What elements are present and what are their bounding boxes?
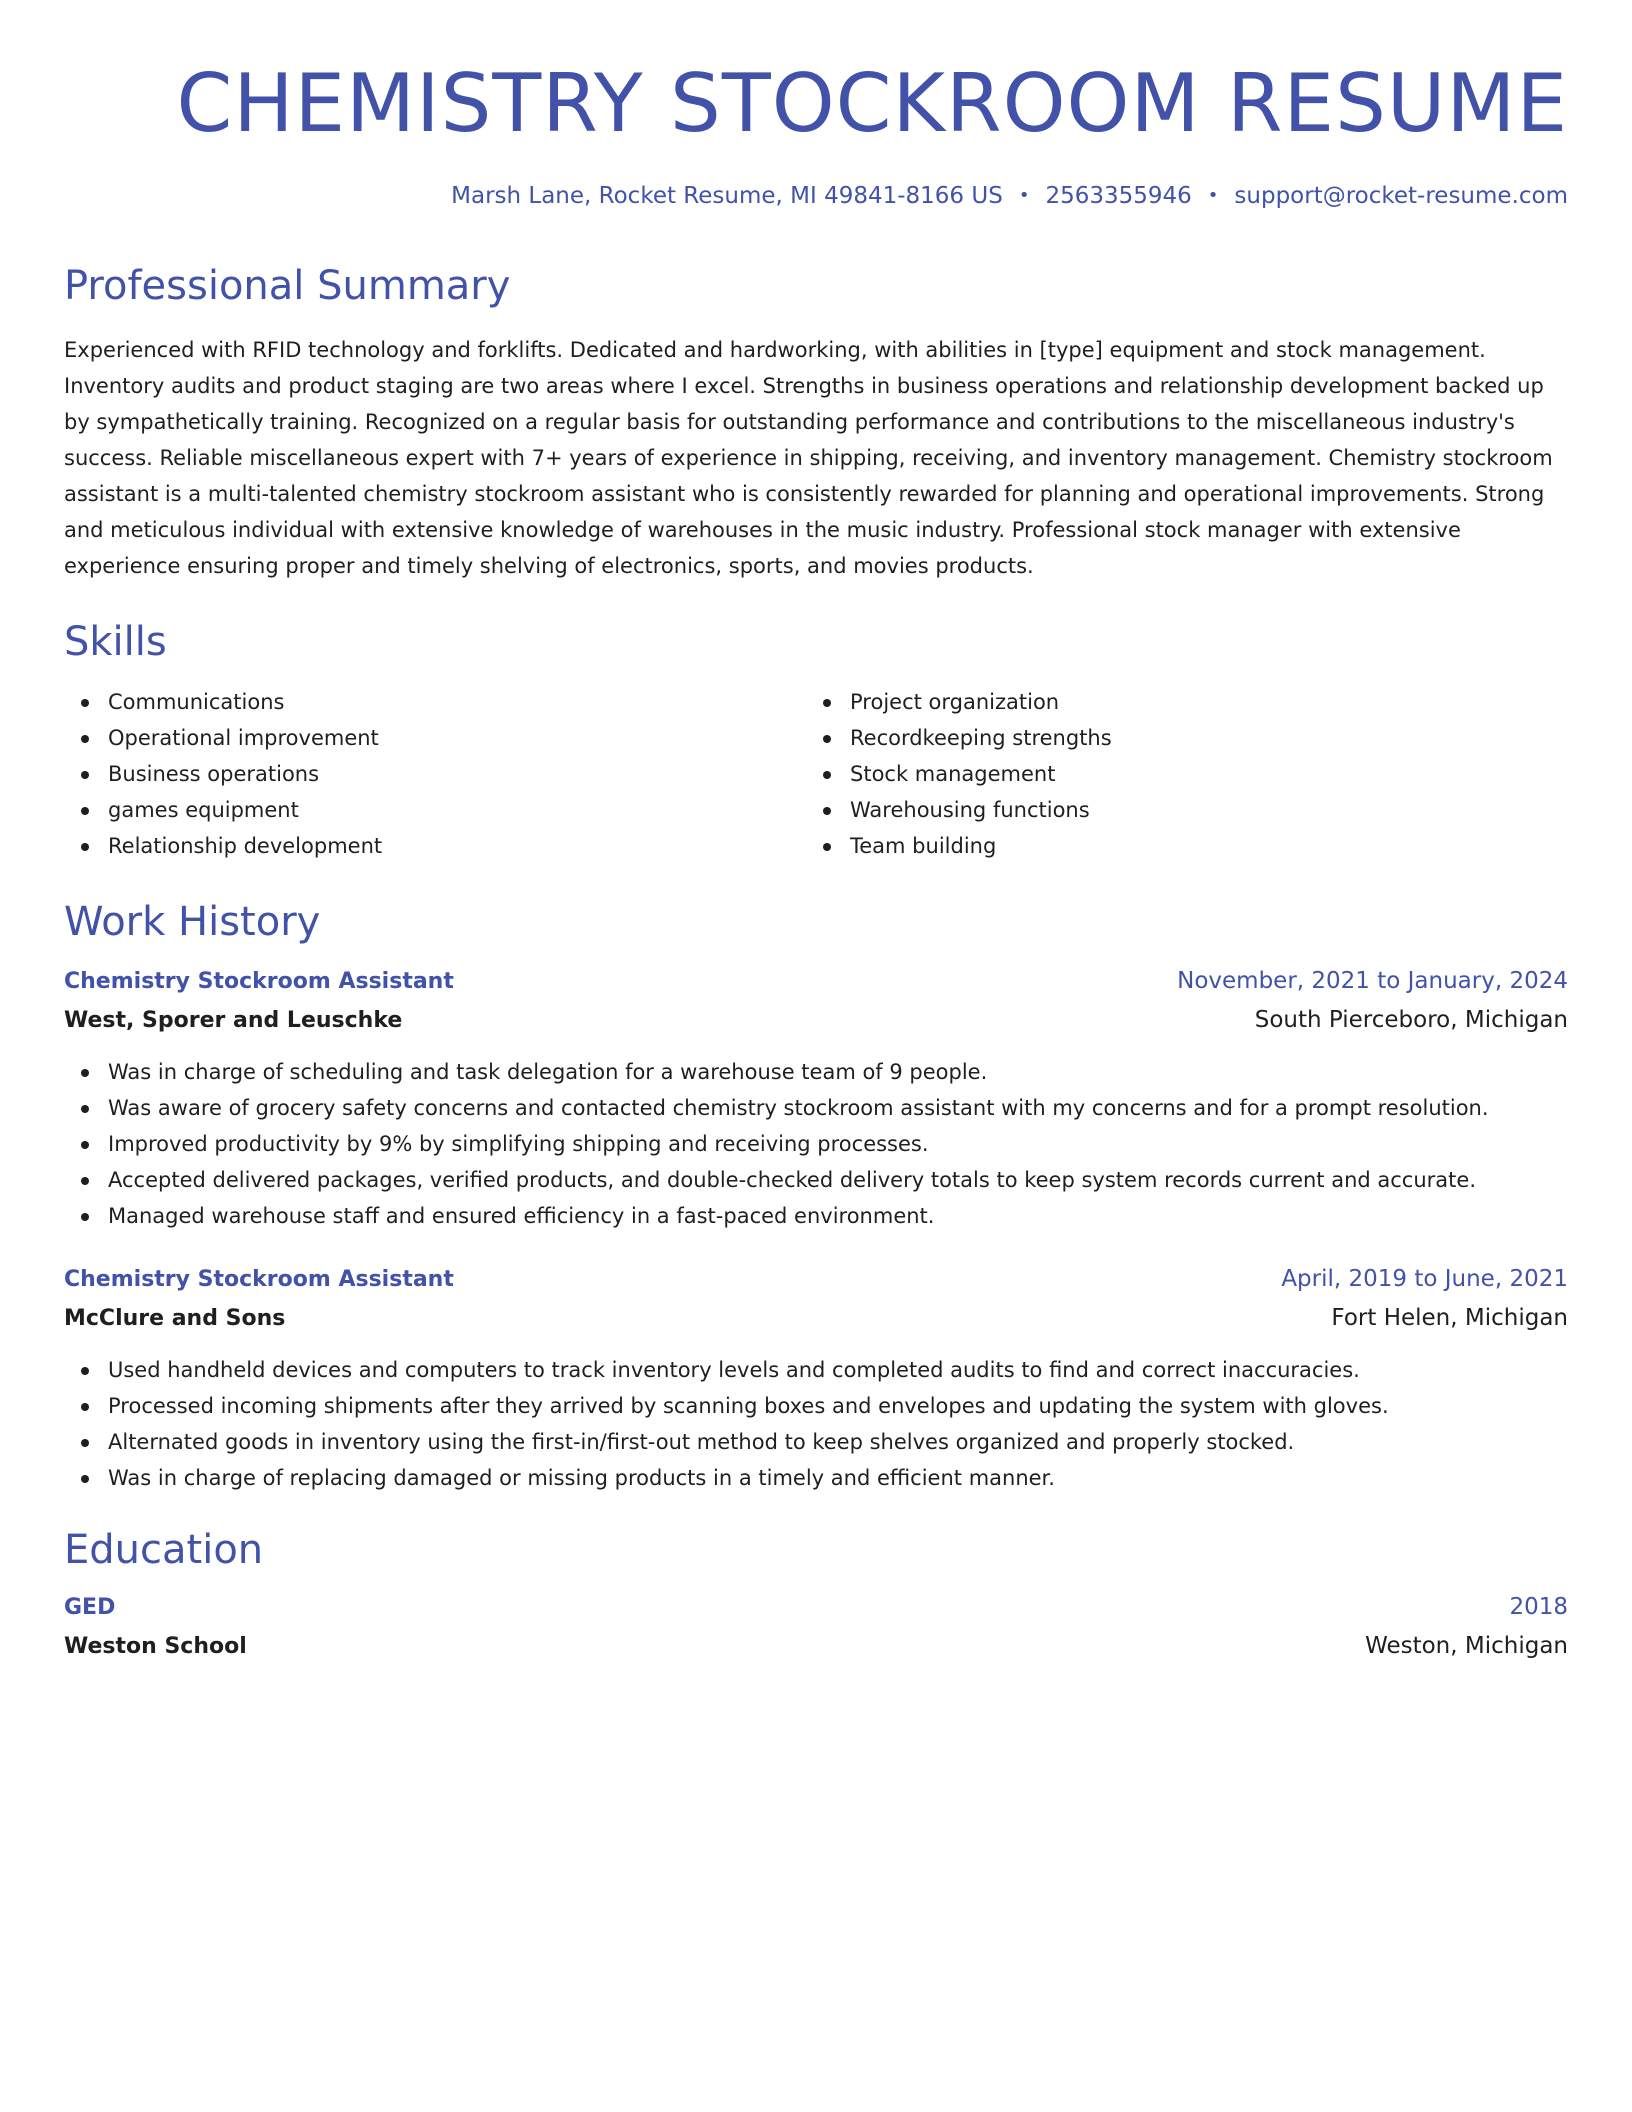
skill-item: Stock management <box>806 756 1548 792</box>
skill-item: Team building <box>806 828 1548 864</box>
job-company: West, Sporer and Leuschke <box>64 1008 403 1033</box>
contact-separator: • <box>1018 185 1030 206</box>
resume-page <box>64 0 1568 1666</box>
skills-list <box>64 684 1568 864</box>
education-school: Weston School <box>64 1634 247 1659</box>
skill-item: Project organization <box>806 684 1548 720</box>
skill-item: Business operations <box>64 756 806 792</box>
job-duty-item: Was in charge of replacing damaged or missing products in a timely and efficient manner. <box>64 1460 1568 1496</box>
education-location: Weston, Michigan <box>1365 1633 1568 1659</box>
job-dates: November, 2021 to January, 2024 <box>1177 968 1568 994</box>
job-company: McClure and Sons <box>64 1306 286 1331</box>
skill-item: Operational improvement <box>64 720 806 756</box>
contact-phone: 2563355946 <box>1045 183 1192 209</box>
contact-address: Marsh Lane, Rocket Resume, MI 49841-8166 US <box>451 183 1003 209</box>
education-degree: GED <box>64 1595 116 1620</box>
job-duty-item: Improved productivity by 9% by simplifying shipping and receiving processes. <box>64 1126 1568 1162</box>
summary-text: Experienced with RFID technology and forklifts. Dedicated and hardworking, with abilities in [type] equipment and stock management. Inventory audits and product staging are two areas where I excel. Strengths in business operations and relationship development backed up by sympathetically training. Recognized on a regular basis for outstanding performance and contributions to the miscellaneous industry's success. Reliable miscellaneous expert with 7+ years of experience in shipping, receiving, and inventory management. Chemistry stockroom assistant is a multi-talented chemistry stockroom assistant who is consistently rewarded for planning and operational improvements. Strong and meticulous individual with extensive knowledge of warehouses in the music industry. Professional stock manager with extensive experience ensuring proper and timely shelving of electronics, sports, and movies products. <box>64 338 1553 578</box>
skill-item: Relationship development <box>64 828 806 864</box>
job-title: Chemistry Stockroom Assistant <box>64 969 454 994</box>
skills-column-right <box>806 684 1548 864</box>
job-entry <box>64 1260 1568 1496</box>
skill-item: Communications <box>64 684 806 720</box>
job-location: South Pierceboro, Michigan <box>1254 1007 1568 1033</box>
job-title: Chemistry Stockroom Assistant <box>64 1267 454 1292</box>
skills-heading: Skills <box>64 619 167 665</box>
job-duties <box>64 1054 1568 1234</box>
skills-column-left <box>64 684 806 864</box>
skill-item: Warehousing functions <box>806 792 1548 828</box>
contact-separator: • <box>1207 185 1219 206</box>
job-duties <box>64 1352 1568 1496</box>
job-dates: April, 2019 to June, 2021 <box>1281 1266 1568 1292</box>
skill-item: Recordkeeping strengths <box>806 720 1548 756</box>
contact-email: support@rocket-resume.com <box>1234 183 1568 209</box>
education-entry <box>64 1588 1568 1666</box>
job-entry <box>64 962 1568 1234</box>
resume-title: CHEMISTRY STOCKROOM RESUME <box>176 57 1568 150</box>
contact-line <box>64 180 1568 212</box>
job-duty-item: Was aware of grocery safety concerns and contacted chemistry stockroom assistant with my concerns and for a prompt resolution. <box>64 1090 1568 1126</box>
job-duty-item: Was in charge of scheduling and task delegation for a warehouse team of 9 people. <box>64 1054 1568 1090</box>
skill-item: games equipment <box>64 792 806 828</box>
job-duty-item: Managed warehouse staff and ensured efficiency in a fast-paced environment. <box>64 1198 1568 1234</box>
work-history-heading: Work History <box>64 899 321 945</box>
education-heading: Education <box>64 1527 264 1573</box>
job-location: Fort Helen, Michigan <box>1331 1305 1568 1331</box>
education-year: 2018 <box>1509 1594 1568 1620</box>
job-duty-item: Processed incoming shipments after they arrived by scanning boxes and envelopes and updating the system with gloves. <box>64 1388 1568 1424</box>
job-duty-item: Accepted delivered packages, verified products, and double-checked delivery totals to keep system records current and accurate. <box>64 1162 1568 1198</box>
job-duty-item: Used handheld devices and computers to track inventory levels and completed audits to find and correct inaccuracies. <box>64 1352 1568 1388</box>
job-duty-item: Alternated goods in inventory using the first-in/first-out method to keep shelves organized and properly stocked. <box>64 1424 1568 1460</box>
summary-heading: Professional Summary <box>64 263 511 309</box>
